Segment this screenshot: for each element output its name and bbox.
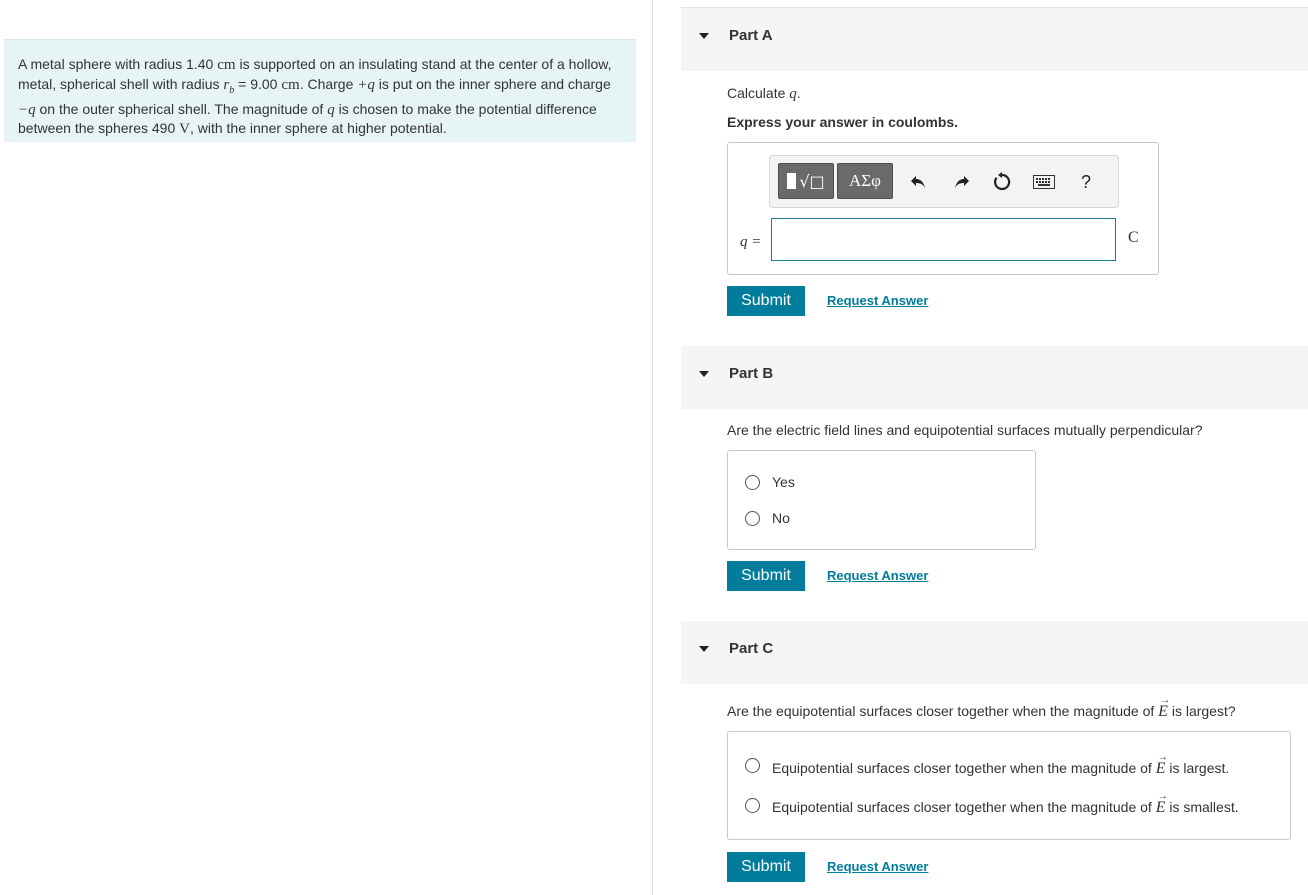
choice-largest-end: is largest. [1165, 760, 1230, 776]
vector-e [1155, 791, 1168, 816]
undo-icon[interactable] [906, 170, 930, 194]
var-r-sub: b [229, 84, 235, 96]
question-text-a: Are the equipotential surfaces closer together when the magnitude of [727, 703, 1159, 719]
choice-no-label[interactable]: No [772, 510, 790, 526]
unit-cm: cm [217, 57, 236, 73]
question-text-b: is largest? [1167, 703, 1236, 719]
answer-label [740, 233, 761, 251]
var-minus-q: −q [18, 101, 36, 118]
prompt-end: . [796, 85, 801, 101]
intro-text-5: is put on the inner sphere and charge [374, 75, 611, 92]
intro-text-3: = 9.00 [234, 75, 282, 92]
radio-option-smallest[interactable] [745, 798, 760, 813]
collapse-caret-icon[interactable] [699, 33, 709, 39]
part-b-choices [727, 450, 1036, 550]
vector-arrow-icon: → [1160, 695, 1171, 706]
part-c-request-answer-link[interactable]: Request Answer [827, 859, 929, 874]
part-b-request-answer-link[interactable]: Request Answer [827, 568, 929, 583]
prompt-var: q [789, 86, 797, 102]
var-plus-q: +q [357, 76, 375, 93]
math-toolbar [769, 155, 1119, 208]
choice-largest-label[interactable] [772, 752, 1230, 778]
unit-volt: V [179, 121, 190, 138]
column-divider [652, 0, 653, 895]
choice-smallest-text: Equipotential surfaces closer together when the magnitude of [772, 799, 1156, 815]
prompt-text: Calculate [727, 85, 790, 101]
choice-smallest-label[interactable] [772, 791, 1239, 817]
part-b-question: Are the electric field lines and equipotential surfaces mutually perpendicular? [727, 422, 1203, 438]
intro-text-2: is supported on an insulating stand at the center of a hollow, metal, spherical shell with radius [18, 56, 612, 92]
help-button[interactable]: ? [1080, 171, 1091, 192]
reset-icon[interactable] [990, 170, 1014, 194]
radio-no[interactable] [745, 511, 760, 526]
vector-arrow-icon: → [1157, 752, 1168, 763]
templates-button[interactable] [778, 163, 834, 199]
intro-text-4: . Charge [299, 75, 358, 92]
collapse-caret-icon[interactable] [699, 646, 709, 652]
redo-icon[interactable] [950, 170, 974, 194]
collapse-caret-icon[interactable] [699, 371, 709, 377]
part-a-prompt [727, 85, 801, 103]
part-c-header[interactable] [681, 621, 1308, 684]
answer-unit: C [1128, 229, 1139, 246]
vector-e [1158, 695, 1171, 720]
choice-largest-text: Equipotential surfaces closer together when the magnitude of [772, 760, 1156, 776]
part-c-submit-button[interactable]: Submit [727, 852, 805, 882]
vector-arrow-icon: → [1157, 791, 1168, 802]
intro-text-1: A metal sphere with radius 1.40 [18, 56, 218, 72]
vector-e-letter: E [1158, 703, 1168, 720]
sqrt-icon: √□ [799, 171, 825, 191]
part-a-header[interactable] [681, 8, 1308, 71]
vector-e-letter: E [1155, 760, 1166, 777]
intro-text-7: is chosen to make the potential difference between the spheres 490 [18, 100, 597, 137]
radio-yes[interactable] [745, 475, 760, 490]
answer-box [727, 142, 1159, 275]
part-a-request-answer-link[interactable]: Request Answer [827, 293, 929, 308]
answer-label-text: q = [740, 234, 762, 250]
part-b-title: Part B [729, 365, 774, 382]
choice-smallest-end: is smallest. [1165, 799, 1239, 815]
part-c-choices [727, 731, 1291, 840]
var-r: r [223, 76, 230, 93]
block-icon [787, 173, 796, 189]
var-q: q [327, 101, 335, 118]
intro-text-8: , with the inner sphere at higher potential. [189, 120, 447, 137]
part-b-header[interactable] [681, 346, 1308, 409]
part-a-title: Part A [729, 27, 773, 44]
vector-e-letter: E [1155, 799, 1166, 816]
part-b-submit-button[interactable]: Submit [727, 561, 805, 591]
part-c-title: Part C [729, 640, 774, 657]
part-a-instruction: Express your answer in coulombs. [727, 114, 959, 130]
greek-symbols-button[interactable]: ΑΣφ [837, 163, 893, 199]
intro-text-6: on the outer spherical shell. The magnitude of [35, 100, 328, 117]
problem-statement [4, 39, 636, 142]
answer-input[interactable] [771, 218, 1116, 261]
keyboard-icon[interactable] [1032, 170, 1056, 194]
part-a-submit-button[interactable]: Submit [727, 286, 805, 316]
vector-e [1155, 752, 1168, 777]
part-c-question [727, 695, 1236, 721]
choice-yes-label[interactable]: Yes [772, 474, 795, 490]
unit-cm-2: cm [281, 76, 300, 93]
radio-option-largest[interactable] [745, 758, 760, 773]
